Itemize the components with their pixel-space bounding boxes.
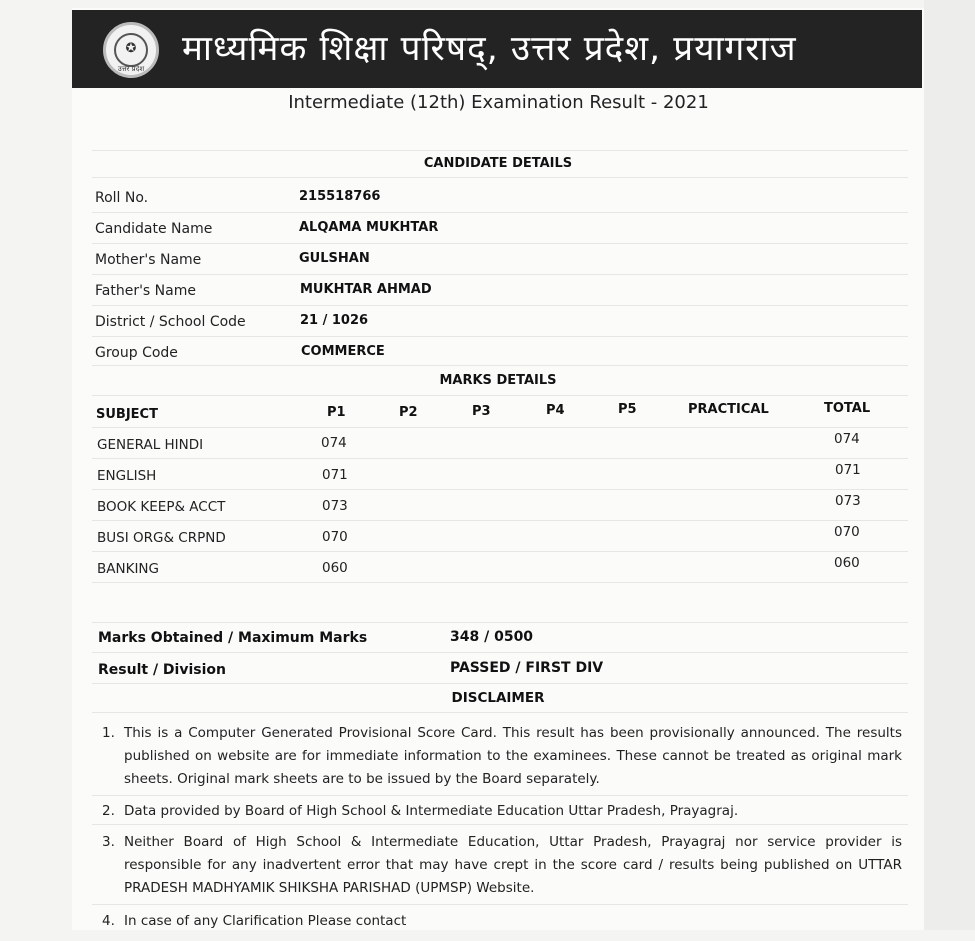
- col-p1: P1: [327, 405, 346, 420]
- board-banner: [72, 10, 922, 88]
- disclaimer-item: 1. This is a Computer Generated Provisional Score Card. This result has been provisionally announced. The results published on website are for immediate information to the examinees. These cannot be treated as original mark sheets. Original mark sheets are to be issued by the Board separately.: [102, 725, 902, 787]
- marks-details-heading: MARKS DETAILS: [439, 373, 557, 388]
- subject-total: 060: [834, 555, 860, 571]
- board-name: माध्यमिक शिक्षा परिषद्, उत्तर प्रदेश, प्रयागराज: [182, 29, 797, 69]
- exam-title: Intermediate (12th) Examination Result - 2021: [288, 92, 709, 113]
- col-total: TOTAL: [824, 401, 871, 416]
- subject-p1: 074: [321, 435, 347, 451]
- subject-name: BUSI ORG& CRPND: [97, 530, 226, 546]
- roll-no-label: Roll No.: [95, 190, 149, 206]
- subject-name: BANKING: [97, 561, 159, 577]
- father-name-label: Father's Name: [95, 283, 196, 299]
- subject-total: 074: [834, 431, 860, 447]
- board-seal-icon: ✪ उत्तर प्रदेश: [103, 22, 159, 78]
- disclaimer-heading: DISCLAIMER: [451, 690, 545, 706]
- candidate-name-label: Candidate Name: [95, 221, 213, 237]
- father-name-value: MUKHTAR AHMAD: [300, 282, 432, 297]
- col-practical: PRACTICAL: [688, 402, 769, 417]
- result-division-label: Result / Division: [98, 662, 226, 678]
- subject-total: 070: [834, 524, 860, 540]
- candidate-details-heading: CANDIDATE DETAILS: [423, 156, 573, 171]
- mother-name-label: Mother's Name: [95, 252, 202, 268]
- seal-text: उत्तर प्रदेश: [117, 65, 145, 73]
- disclaimer-item: 3. Neither Board of High School & Intermediate Education, Uttar Pradesh, Prayagraj nor service provider is responsible for any inadvertent error that may have crept in the score card / results being published on UTTAR PRADESH MADHYAMIK SHIKSHA PARISHAD (UPMSP) Website.: [102, 834, 902, 896]
- subject-name: GENERAL HINDI: [97, 437, 204, 453]
- page-edge-shadow: [924, 0, 975, 941]
- subject-total: 073: [835, 493, 861, 509]
- group-code-label: Group Code: [95, 345, 178, 361]
- disclaimer-item: 2. Data provided by Board of High School & Intermediate Education Uttar Pradesh, Prayagraj.: [102, 803, 739, 819]
- subject-total: 071: [835, 462, 861, 478]
- col-p2: P2: [399, 405, 418, 420]
- mother-name-value: GULSHAN: [299, 251, 370, 266]
- result-division-value: PASSED / FIRST DIV: [450, 660, 604, 676]
- subject-name: ENGLISH: [97, 468, 157, 484]
- col-p5: P5: [618, 402, 637, 417]
- col-p3: P3: [472, 404, 491, 419]
- subject-p1: 071: [322, 467, 348, 483]
- district-school-code-label: District / School Code: [95, 314, 246, 330]
- subject-p1: 070: [322, 529, 348, 545]
- subject-p1: 060: [322, 560, 348, 576]
- marks-obtained-label: Marks Obtained / Maximum Marks: [98, 630, 368, 646]
- page-bottom-edge: [0, 930, 975, 941]
- roll-no-value: 215518766: [299, 189, 381, 204]
- subject-name: BOOK KEEP& ACCT: [97, 499, 226, 515]
- col-p4: P4: [546, 403, 565, 418]
- candidate-name-value: ALQAMA MUKHTAR: [299, 220, 439, 235]
- group-code-value: COMMERCE: [301, 344, 385, 359]
- marks-obtained-value: 348 / 0500: [450, 629, 534, 645]
- disclaimer-item: 4. In case of any Clarification Please contact: [102, 913, 407, 929]
- subject-p1: 073: [322, 498, 348, 514]
- col-subject: SUBJECT: [96, 407, 158, 422]
- district-school-code-value: 21 / 1026: [300, 313, 369, 328]
